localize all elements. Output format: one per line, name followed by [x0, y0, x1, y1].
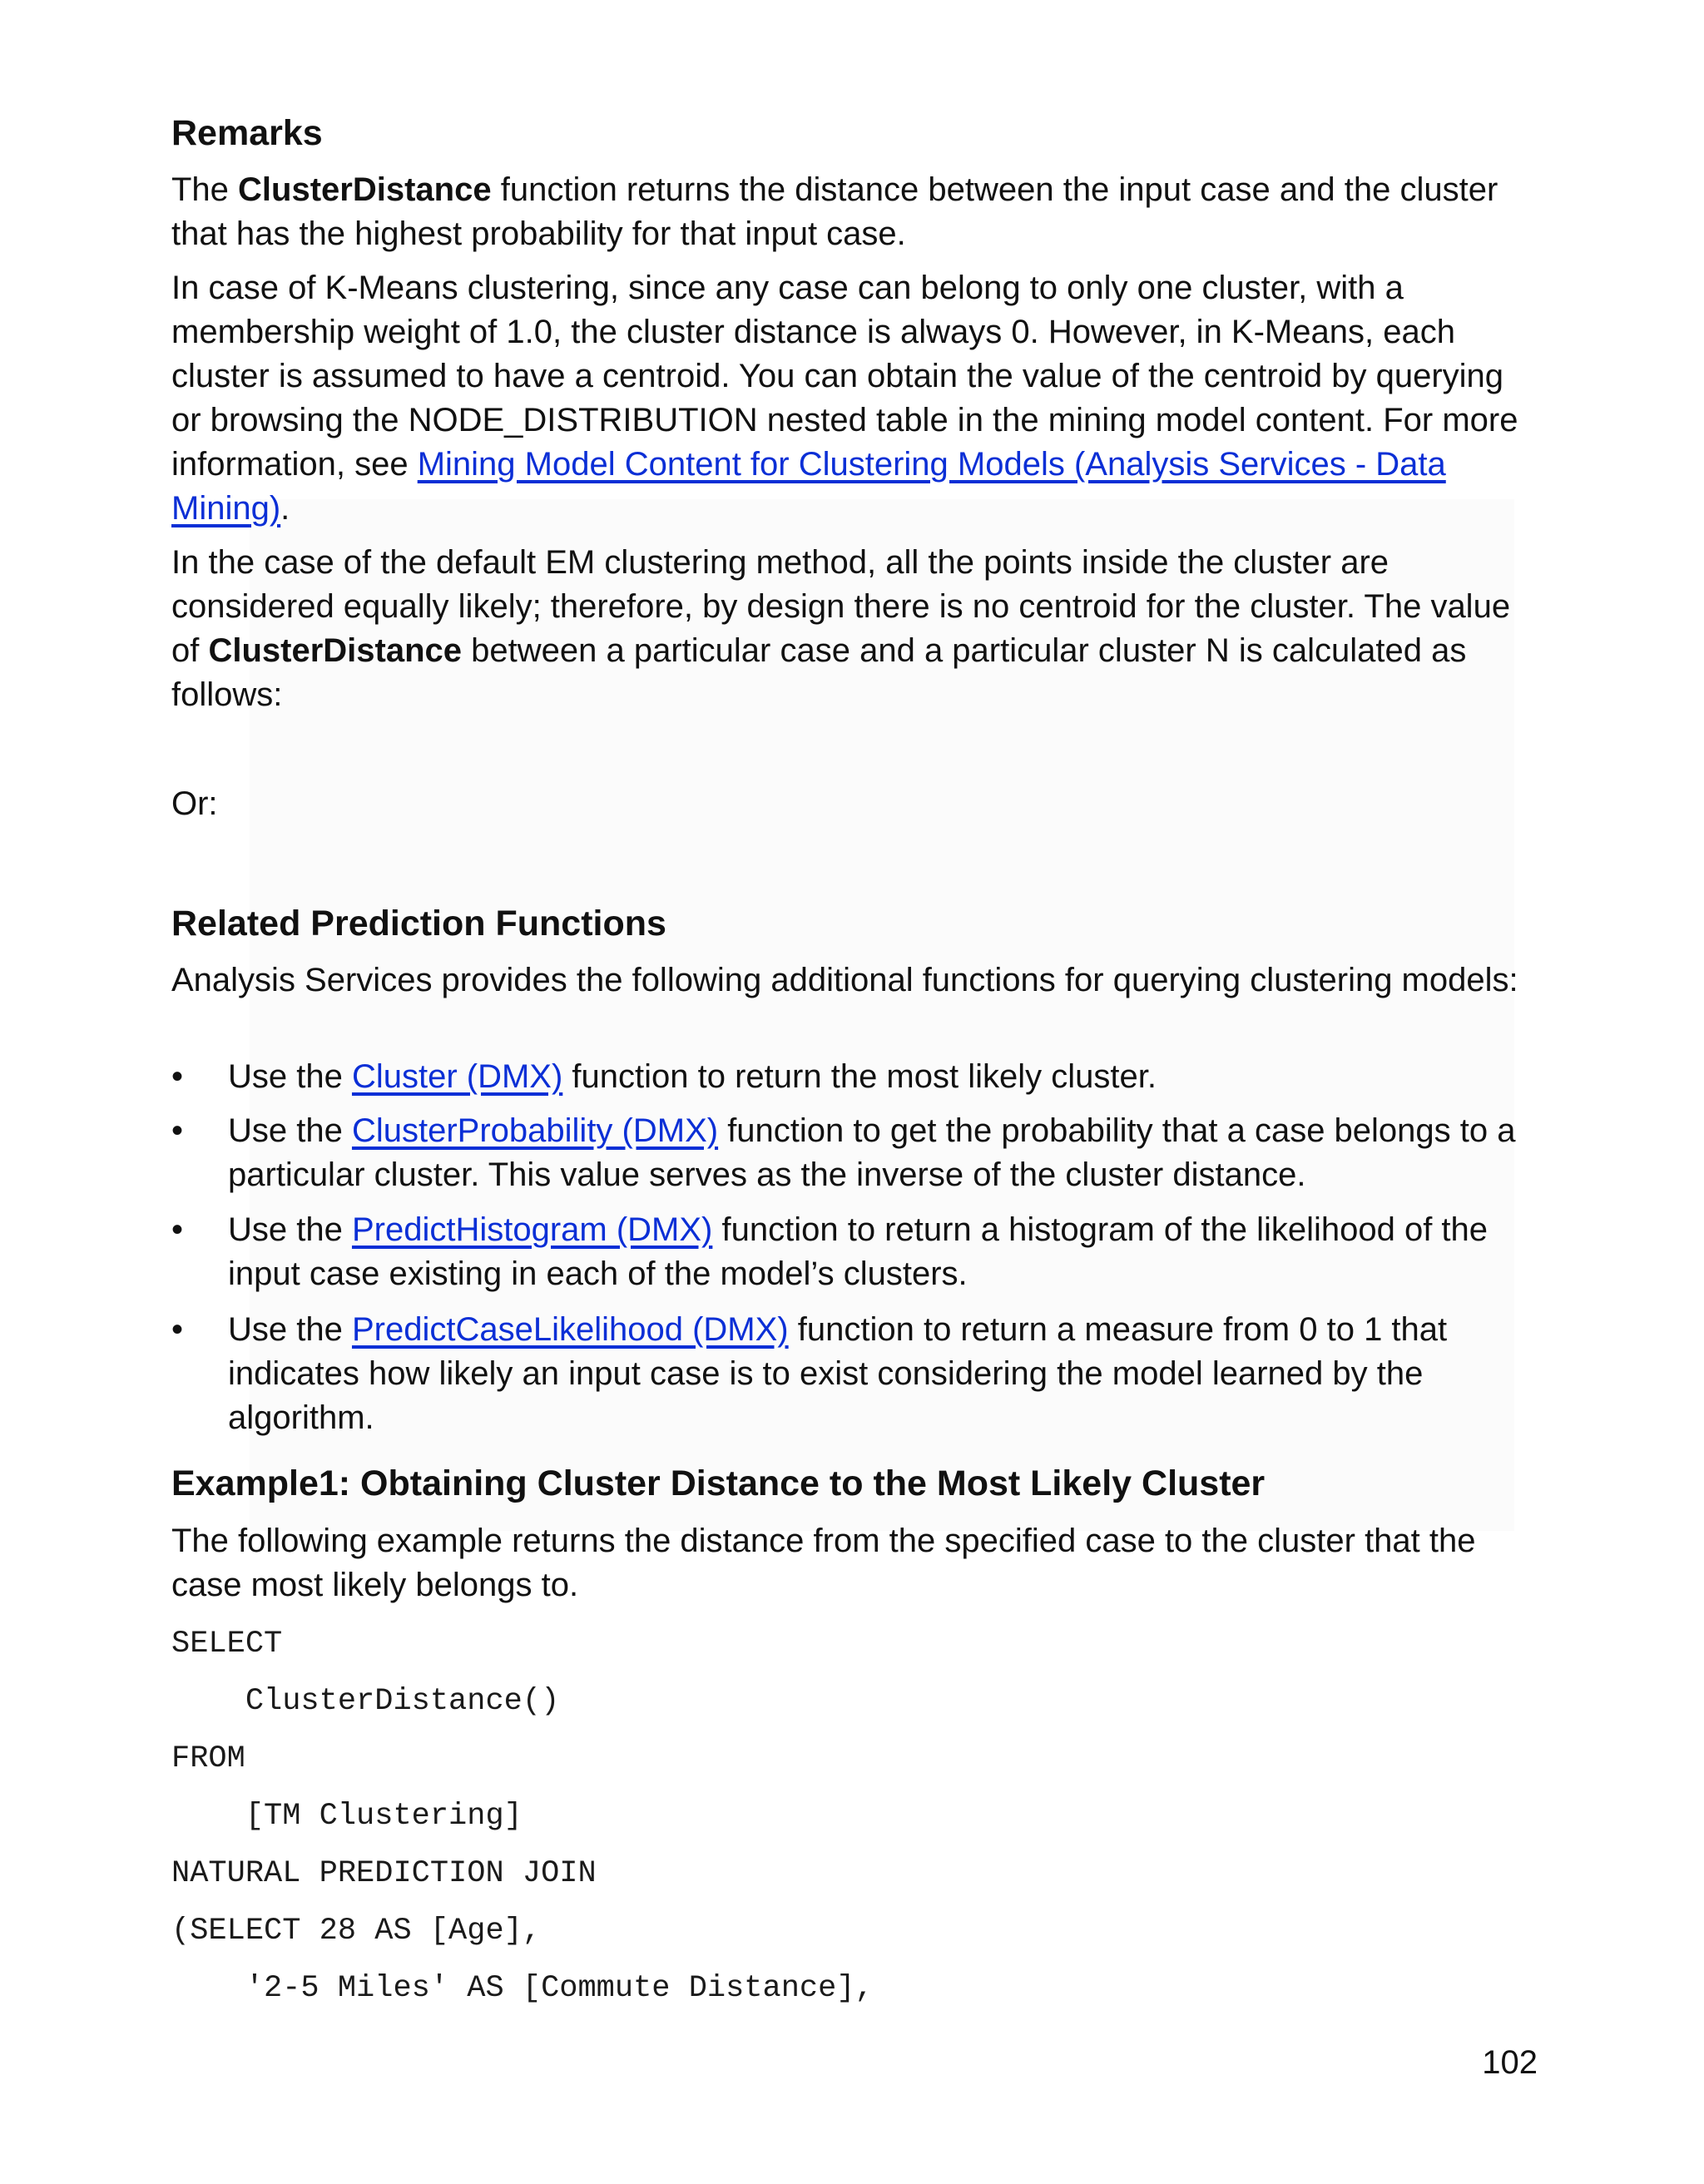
remarks-p1-text-after: function returns the distance between the input case and the cluster that has the highest probability for that input case. [171, 171, 1498, 252]
or-label: Or: [171, 785, 218, 822]
list-item [171, 1055, 1536, 1099]
code-line: [TM Clustering] [171, 1799, 523, 1834]
code-line: FROM [171, 1741, 245, 1776]
code-line: ClusterDistance() [171, 1684, 560, 1719]
example1-heading: Example1: Obtaining Cluster Distance to the Most Likely Cluster [171, 1463, 1266, 1503]
list-item-text: function to return a histogram of the likelihood of the input case existing in each of the model’s clusters. [228, 1211, 1489, 1292]
list-item-text: Use the [228, 1311, 352, 1348]
cluster-distance-term: ClusterDistance [208, 632, 463, 669]
list-item-text: Use the [228, 1211, 352, 1248]
remarks-p1-text-before: The [171, 171, 239, 208]
page-number: 102 [1482, 2044, 1538, 2081]
mining-model-content-link[interactable]: Mining Model Content for Clustering Models (Analysis Services - Data Mining) [171, 446, 1446, 527]
list-item-text: Use the [228, 1112, 352, 1149]
remarks-paragraph-1 [171, 168, 1536, 256]
bullet-icon: • [171, 1112, 184, 1149]
list-item-text: Use the [228, 1058, 352, 1095]
remarks-p2-end: . [280, 490, 290, 527]
code-line: NATURAL PREDICTION JOIN [171, 1856, 597, 1891]
remarks-p3-text-before: In the case of the default EM clustering method, all the points inside the cluster are considered equally likely; therefore, by design there is no centroid for the cluster. The value of [171, 544, 1511, 669]
related-functions-heading: Related Prediction Functions [171, 904, 666, 943]
list-item-text: function to return a measure from 0 to 1 that indicates how likely an input case is to exist considering the model learned by the algorithm. [228, 1311, 1448, 1436]
list-item [171, 1109, 1536, 1197]
related-functions-intro: Analysis Services provides the following additional functions for querying clustering models: [171, 962, 1518, 998]
bullet-icon: • [171, 1211, 184, 1248]
list-item-text: function to get the probability that a case belongs to a particular cluster. This value serves as the inverse of the cluster distance. [228, 1112, 1516, 1193]
example1-intro: The following example returns the distance from the specified case to the cluster that the case most likely belongs to. [171, 1523, 1476, 1603]
bullet-icon: • [171, 1058, 184, 1095]
predict-case-likelihood-dmx-link[interactable]: PredictCaseLikelihood (DMX) [351, 1311, 789, 1348]
list-item [171, 1208, 1536, 1296]
remarks-paragraph-2 [171, 266, 1536, 531]
code-line: '2-5 Miles' AS [Commute Distance], [171, 1971, 874, 2006]
code-line: SELECT [171, 1627, 283, 1662]
remarks-p3-text-after: between a particular case and a particular cluster N is calculated as follows: [171, 632, 1467, 713]
cluster-distance-term: ClusterDistance [238, 171, 492, 208]
remarks-p2-text: In case of K-Means clustering, since any case can belong to only one cluster, with a membership weight of 1.0, the cluster distance is always 0. However, in K-Means, each cluster is assumed to have a centroid. You can obtain the value of the centroid by querying or browsing the NODE_DISTRIBUTION nested table in the mining model content. For more information, see [171, 270, 1518, 483]
cluster-dmx-link[interactable]: Cluster (DMX) [351, 1058, 563, 1095]
remarks-heading: Remarks [171, 113, 323, 153]
bullet-icon: • [171, 1311, 184, 1348]
code-line: (SELECT 28 AS [Age], [171, 1914, 542, 1949]
predict-histogram-dmx-link[interactable]: PredictHistogram (DMX) [351, 1211, 713, 1248]
list-item [171, 1308, 1536, 1440]
cluster-probability-dmx-link[interactable]: ClusterProbability (DMX) [351, 1112, 719, 1149]
remarks-paragraph-3 [171, 541, 1536, 717]
list-item-text: function to return the most likely cluster. [562, 1058, 1157, 1095]
